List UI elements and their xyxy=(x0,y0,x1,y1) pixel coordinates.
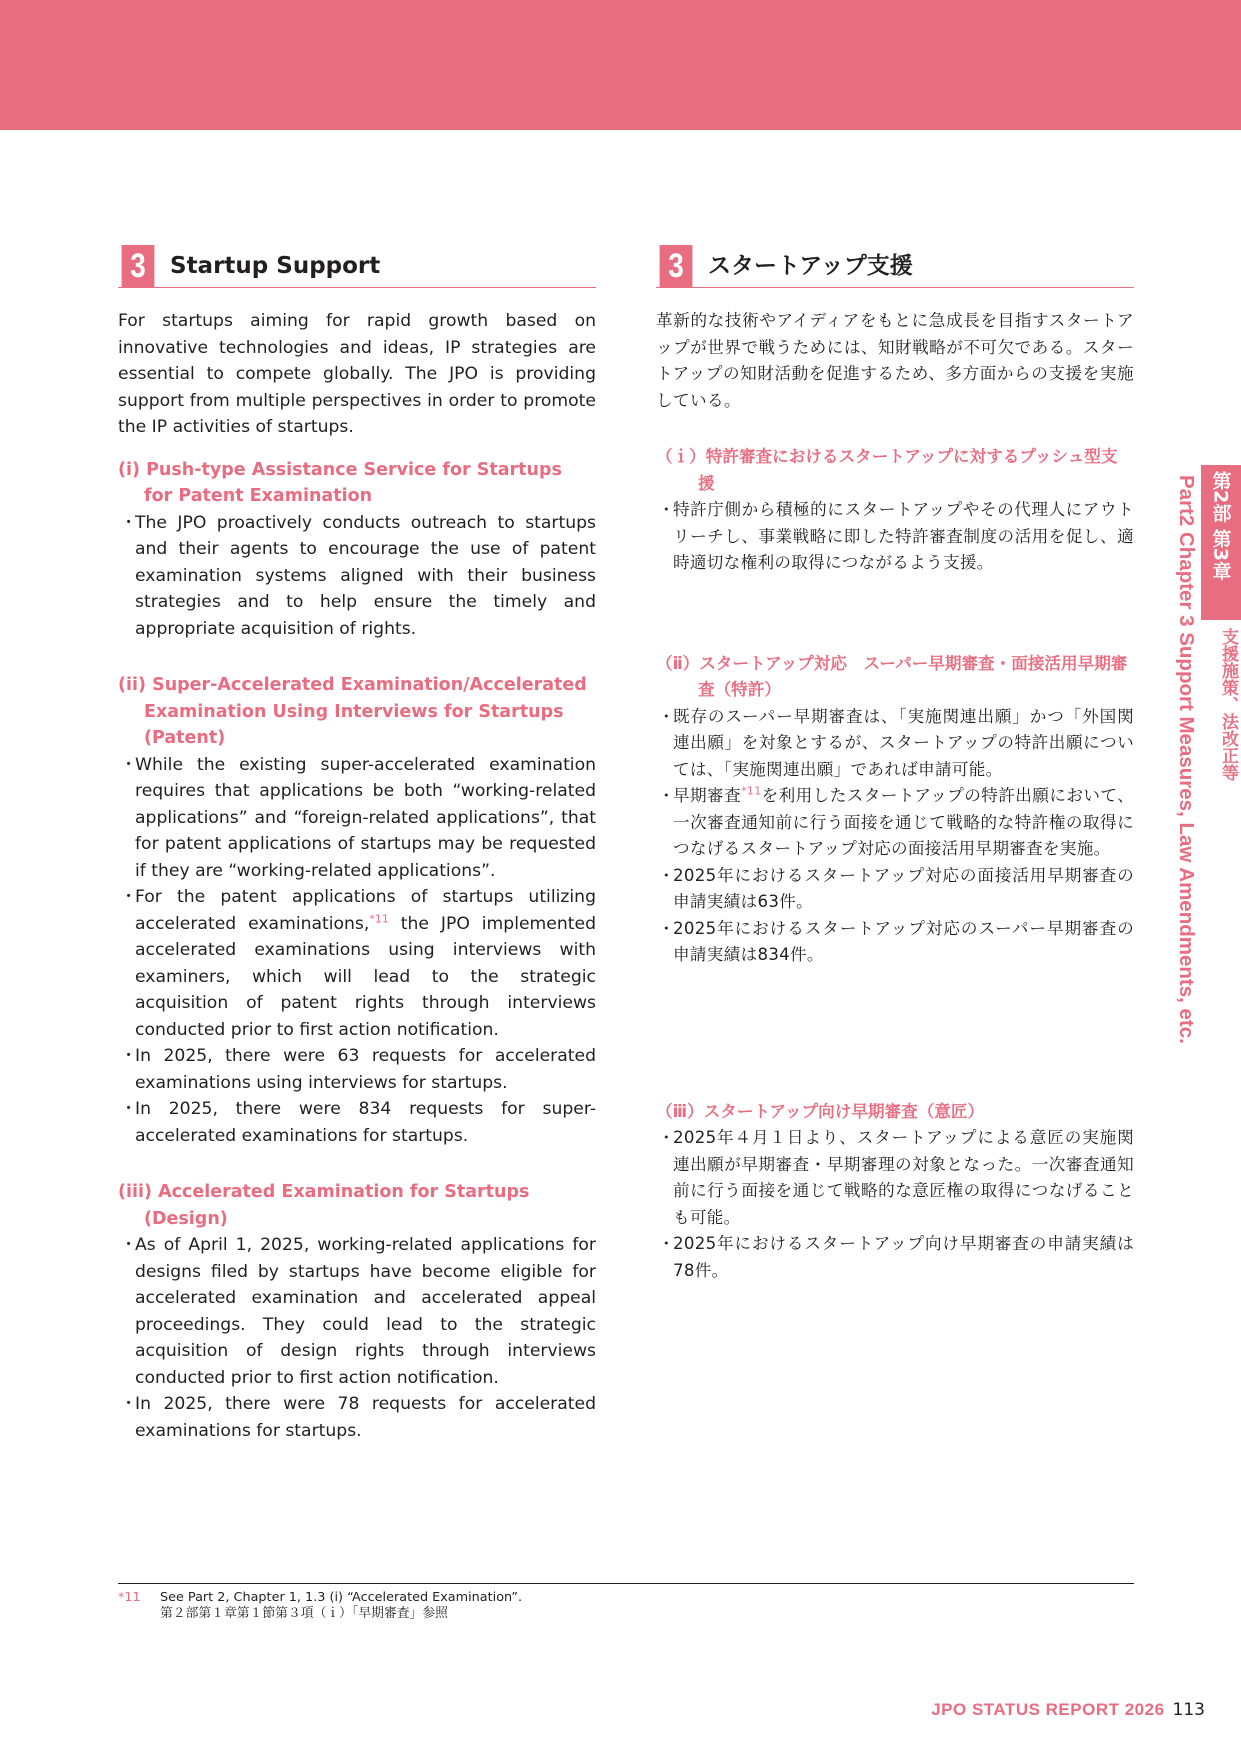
intro-paragraph: 革新的な技術やアイディアをもとに急成長を目指すスタートアップが世界で戦うためには、知財戦略が不可欠である。スタートアップの知財活動を促進するため、多方面からの支援を実施している。 xyxy=(656,311,1134,410)
japanese-column xyxy=(656,245,1134,1284)
header-band xyxy=(0,0,1241,130)
bullet-mark: ・ xyxy=(658,865,675,885)
subsection-heading: （ⅲ）スタートアップ向け早期審査（意匠） xyxy=(656,1101,985,1121)
list-item xyxy=(656,1125,1134,1231)
list-item xyxy=(656,1231,1134,1284)
chapter-tab-english: Part2 Chapter 3 Support Measures, Law Amendments, etc. xyxy=(1175,475,1198,1044)
section-heading-jp xyxy=(656,245,1134,288)
bullet-text: For the patent applications of startups utilizing accelerated examinations, xyxy=(135,887,596,934)
bullet-mark: ・ xyxy=(658,1234,675,1253)
subsection-heading: （ⅱ）スタートアップ対応 スーパー早期審査・面接活用早期審査（特許） xyxy=(656,653,1128,699)
bullet-text: As of April 1, 2025, working-related applications for designs filed by startups have become eligible for accelerated examination and accelerated appeal proceedings. They could lead to the strategic acquisition of design rights through interviews conducted prior to first action notification. xyxy=(135,1235,596,1388)
footnote-reference[interactable]: *11 xyxy=(741,784,762,798)
bullet-text: The JPO proactively conducts outreach to startups and their agents to encourage the use of patent examination systems aligned with their business strategies and to help ensure the timely and appropriate acquisition of rights. xyxy=(135,512,596,639)
section-title: Startup Support xyxy=(170,253,381,279)
list-item xyxy=(118,884,596,1043)
subsection-heading: (i) Push-type Assistance Service for Startups for Patent Examination xyxy=(118,459,562,506)
bullet-mark: ・ xyxy=(120,887,138,907)
intro-paragraph: For startups aiming for rapid growth based on innovative technologies and ideas, IP strategies are essential to compete globally. The JPO is providing support from multiple perspectives in order to promote the IP activities of startups. xyxy=(118,311,596,437)
bullet-mark: ・ xyxy=(120,1099,138,1119)
section-title: スタートアップ支援 xyxy=(708,253,913,279)
footnote-text-jp: 第２部第１章第１節第３項（ｉ）「早期審査」参照 xyxy=(160,1606,448,1621)
bullet-mark: ・ xyxy=(658,500,675,519)
section-number-badge: 3 xyxy=(122,245,155,287)
subsection xyxy=(656,444,1134,577)
chapter-tab-subtitle: 支援施策、法改正等 xyxy=(1218,628,1238,781)
bullet-mark: ・ xyxy=(120,512,138,533)
bullet-mark: ・ xyxy=(120,754,138,775)
bullet-text: 2025年におけるスタートアップ対応の面接活用早期審査の申請実績は63件。 xyxy=(673,865,1134,911)
subsection-heading: (iii) Accelerated Examination for Startups (Design) xyxy=(118,1182,530,1229)
subsection xyxy=(118,457,596,643)
subsection xyxy=(118,1179,596,1444)
footnote-body xyxy=(160,1590,522,1622)
bullet-text: In 2025, there were 78 requests for accelerated examinations for startups. xyxy=(135,1394,596,1441)
list-item xyxy=(118,510,596,643)
list-item xyxy=(656,497,1134,577)
list-item xyxy=(656,863,1134,916)
footnote xyxy=(118,1590,522,1622)
bullet-text: 既存のスーパー早期審査は、「実施関連出願」かつ「外国関連出願」を対象とするが、スタートアップの特許出願については、「実施関連出願」であれば申請可能。 xyxy=(673,706,1134,779)
bullet-text: 早期審査 xyxy=(673,786,742,805)
page-footer xyxy=(931,1700,1205,1720)
bullet-text: In 2025, there were 834 requests for super-accelerated examinations for startups. xyxy=(135,1099,596,1146)
bullet-mark: ・ xyxy=(120,1046,138,1066)
subsection-heading: (ii) Super-Accelerated Examination/Accelerated Examination Using Interviews for Startups (Patent) xyxy=(118,675,587,748)
report-title: JPO STATUS REPORT 2026 xyxy=(931,1700,1165,1719)
bullet-text: 2025年４月１日より、スタートアップによる意匠の実施関連出願が早期審査・早期審理の対象となった。一次審査通知前に行う面接を通じて戦略的な意匠権の取得につなげることも可能。 xyxy=(673,1128,1134,1227)
bullet-text: 特許庁側から積極的にスタートアップやその代理人にアウトリーチし、事業戦略に即した特許審査制度の活用を促し、適時適切な権利の取得につながるよう支援。 xyxy=(673,500,1134,572)
subsection-heading: （ｉ）特許審査におけるスタートアップに対するプッシュ型支援 xyxy=(656,447,1118,493)
section-number-badge: 3 xyxy=(660,245,693,287)
list-item xyxy=(118,752,596,885)
bullet-text: 2025年におけるスタートアップ向け早期審査の申請実績は78件。 xyxy=(673,1234,1134,1280)
page-number: 113 xyxy=(1172,1700,1205,1720)
subsection xyxy=(656,1099,1134,1285)
bullet-mark: ・ xyxy=(658,918,675,938)
subsection xyxy=(118,672,596,1149)
list-item xyxy=(656,916,1134,969)
footnote-reference[interactable]: *11 xyxy=(369,911,389,925)
subsection xyxy=(656,651,1134,969)
list-item xyxy=(118,1096,596,1149)
bullet-text-continued: を利用したスタートアップの特許出願において、一次審査通知前に行う面接を通じて戦略的な特許権の取得につなげるスタートアップ対応の面接活用早期審査を実施。 xyxy=(673,786,1134,858)
bullet-mark: ・ xyxy=(658,786,675,805)
english-column xyxy=(118,245,596,1444)
footnote-text-en: See Part 2, Chapter 1, 1.3 (i) “Accelerated Examination”. xyxy=(160,1590,523,1605)
footnote-mark: *11 xyxy=(118,1590,141,1605)
list-item xyxy=(118,1043,596,1096)
list-item xyxy=(656,783,1134,863)
bullet-text-continued: the JPO implemented accelerated examinations using interviews with examiners, which will lead to the strategic acquisition of patent rights through interviews conducted prior to first action notification. xyxy=(135,913,596,1040)
chapter-tab-label: 第2部 第3章 xyxy=(1209,471,1232,581)
bullet-mark: ・ xyxy=(120,1394,138,1414)
list-item xyxy=(656,704,1134,784)
bullet-mark: ・ xyxy=(120,1235,138,1255)
bullet-mark: ・ xyxy=(658,1128,675,1147)
section-heading-en xyxy=(118,245,596,288)
bullet-text: In 2025, there were 63 requests for accelerated examinations using interviews for startups. xyxy=(135,1046,596,1093)
bullet-mark: ・ xyxy=(658,706,675,726)
list-item xyxy=(118,1391,596,1444)
bullet-text: 2025年におけるスタートアップ対応のスーパー早期審査の申請実績は834件。 xyxy=(673,918,1134,964)
footnote-divider xyxy=(118,1583,1134,1584)
list-item xyxy=(118,1232,596,1391)
bullet-text: While the existing super-accelerated examination requires that applications be both “working-related applications” and “foreign-related applications”, that for patent applications of startups may be requested if they are “working-related applications”. xyxy=(135,754,596,881)
